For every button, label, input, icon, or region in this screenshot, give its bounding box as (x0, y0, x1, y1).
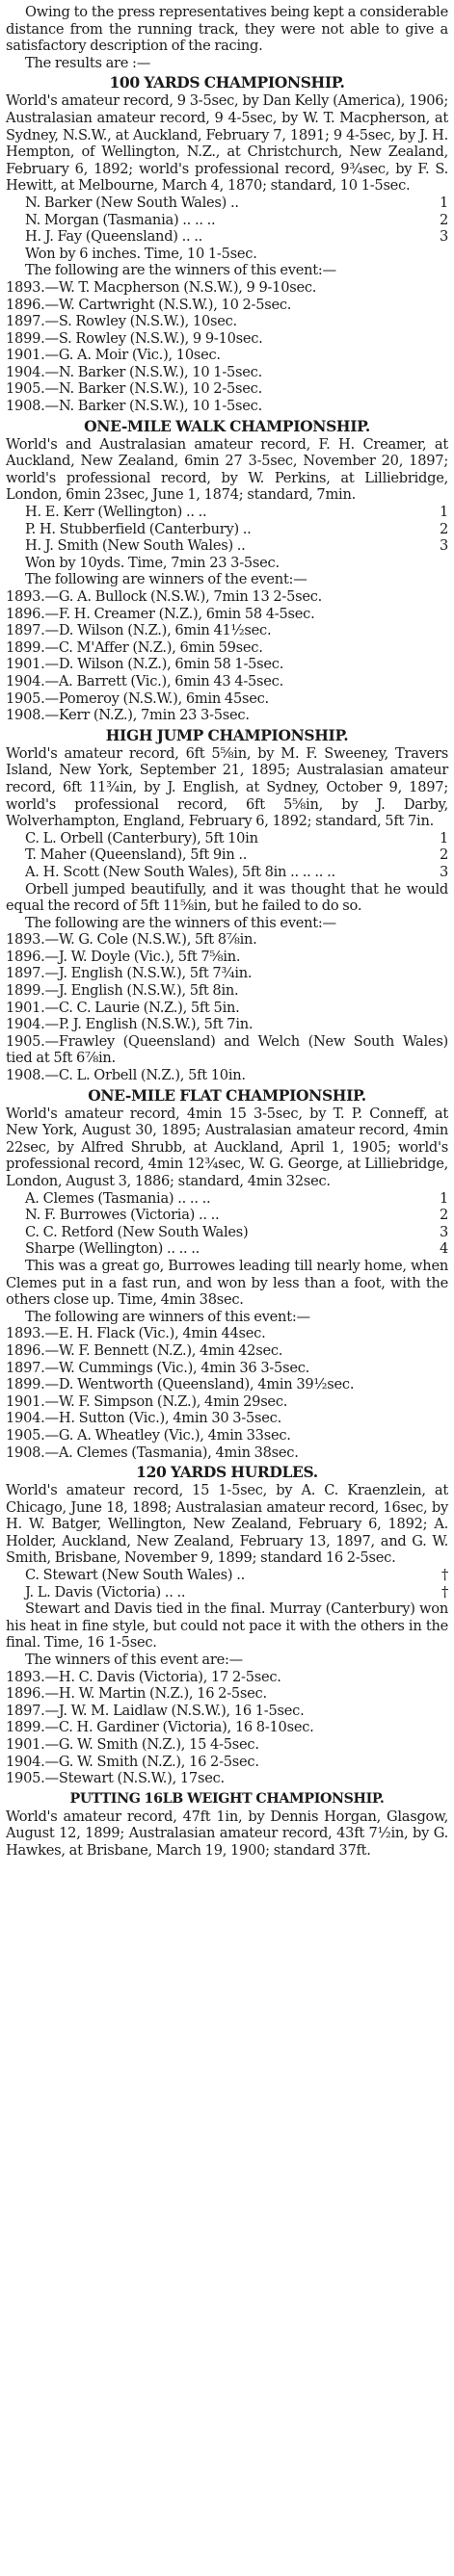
placing-row (6, 1240, 448, 1258)
winner-row: 1899.—C. M'Affer (N.Z.), 6min 59sec. (6, 638, 263, 656)
placing-name: H. J. Smith (New South Wales) .. (25, 537, 246, 555)
winner-row: 1908.—N. Barker (N.S.W.), 10 1-5sec. (6, 398, 262, 415)
placing-number: 3 (439, 537, 448, 555)
placing-number: 2 (439, 520, 448, 537)
placing-name: N. Morgan (Tasmania) .. .. .. (25, 211, 216, 228)
placing-name: Sharpe (Wellington) .. .. .. (25, 1240, 200, 1258)
event-note: The following are the winners of this event:— (25, 262, 336, 279)
winner-row: 1905.—Frawley (Queensland) and Welch (New South Wales) tied at 5ft 6⅞in. (6, 1032, 448, 1067)
placing-name: H. J. Fay (Queensland) .. .. (25, 228, 203, 246)
placing-number: † (441, 1583, 448, 1600)
event-putting-weight (6, 1790, 448, 1860)
winners-list (6, 931, 448, 1083)
placing-row (6, 1207, 448, 1224)
winner-row: 1908.—Kerr (N.Z.), 7min 23 3-5sec. (6, 707, 250, 724)
placings-list (6, 1567, 448, 1600)
placing-number: 4 (439, 1240, 448, 1258)
placing-name: N. Barker (New South Wales) .. (25, 194, 239, 211)
event-record: World's and Australasian amateur record, F. H. Creamer, at Auckland, New Zealand, 6min 27 3-5sec, November 20, 1897; world's professional record, by W. Perkins, at Lilliebridge, London, 6min 23sec, June 1, 1874; standard, 7min. (6, 435, 448, 504)
winner-row: 1905.—G. A. Wheatley (Vic.), 4min 33sec. (6, 1426, 291, 1444)
winner-row: 1901.—G. A. Moir (Vic.), 10sec. (6, 347, 221, 364)
winner-row: 1904.—G. W. Smith (N.Z.), 16 2-5sec. (6, 1753, 259, 1770)
event-note: The following are the winners of this event:— (25, 914, 336, 931)
placing-row (6, 504, 448, 521)
event-note: Stewart and Davis tied in the final. Murray (Canterbury) won his heat in fine style, but could not pace it with the others in the final. Time, 16 1-5sec. (6, 1600, 448, 1652)
placing-name: H. E. Kerr (Wellington) .. .. (25, 504, 207, 521)
winner-row: 1897.—S. Rowley (N.S.W.), 10sec. (6, 313, 237, 330)
placing-row (6, 1224, 448, 1241)
event-one-mile-walk (6, 418, 448, 724)
winner-row: 1904.—P. J. English (N.S.W.), 5ft 7in. (6, 1016, 254, 1033)
winner-row: 1901.—C. C. Laurie (N.Z.), 5ft 5in. (6, 999, 240, 1016)
event-title: ONE-MILE WALK CHAMPIONSHIP. (84, 416, 370, 435)
winner-row: 1905.—Stewart (N.S.W.), 17sec. (6, 1770, 225, 1787)
placing-row (6, 228, 448, 246)
winner-row: 1893.—E. H. Flack (Vic.), 4min 44sec. (6, 1325, 266, 1342)
placing-row (6, 830, 448, 847)
intro-paragraph: Owing to the press representatives being kept a considerable distance from the running track, they were not able to give a satisfactory description of the racing. (6, 4, 448, 55)
placing-number: 3 (439, 863, 448, 880)
placing-name: A. H. Scott (New South Wales), 5ft 8in .. .. .. .. (25, 863, 335, 880)
winner-row: 1893.—H. C. Davis (Victoria), 17 2-5sec. (6, 1668, 281, 1685)
placing-name: P. H. Stubberfield (Canterbury) .. (25, 520, 252, 537)
winner-row: 1896.—J. W. Doyle (Vic.), 5ft 7⅝in. (6, 948, 241, 965)
event-note: The following are winners of this event:— (25, 1308, 310, 1325)
event-one-mile-flat (6, 1087, 448, 1461)
placing-number: 1 (439, 504, 448, 521)
placing-row (6, 195, 448, 212)
placing-number: 3 (439, 1223, 448, 1240)
winner-row: 1899.—D. Wentworth (Queensland), 4min 39½sec. (6, 1376, 355, 1393)
placing-name: J. L. Davis (Victoria) .. .. (25, 1583, 186, 1600)
winner-row: 1899.—S. Rowley (N.S.W.), 9 9-10sec. (6, 329, 263, 347)
placing-number: 2 (439, 846, 448, 864)
winner-row: 1905.—N. Barker (N.S.W.), 10 2-5sec. (6, 380, 262, 398)
placing-row (6, 1584, 448, 1601)
winner-row: 1896.—W. F. Bennett (N.Z.), 4min 42sec. (6, 1341, 283, 1359)
event-120-yards-hurdles (6, 1464, 448, 1787)
event-note: This was a great go, Burrowes leading till nearly home, when Clemes put in a fast run, and won by less than a foot, with the others close up. Time, 4min 38sec. (6, 1257, 448, 1309)
winner-row: 1893.—W. T. Macpherson (N.S.W.), 9 9-10sec. (6, 278, 317, 296)
placing-number: 1 (439, 194, 448, 211)
placing-name: C. L. Orbell (Canterbury), 5ft 10in (25, 829, 258, 846)
event-note: The winners of this event are:— (25, 1652, 243, 1669)
event-title: 120 YARDS HURDLES. (136, 1463, 318, 1482)
winners-list (6, 1669, 448, 1787)
placing-row (6, 1567, 448, 1584)
winner-row: 1908.—A. Clemes (Tasmania), 4min 38sec. (6, 1444, 299, 1461)
placing-row (6, 1190, 448, 1208)
event-high-jump (6, 727, 448, 1084)
placing-row (6, 846, 448, 864)
winner-row: 1904.—A. Barrett (Vic.), 6min 43 4-5sec. (6, 672, 283, 690)
winner-row: 1904.—H. Sutton (Vic.), 4min 30 3-5sec. (6, 1410, 281, 1427)
placing-name: T. Maher (Queensland), 5ft 9in .. (25, 846, 248, 864)
winners-list (6, 1325, 448, 1461)
event-title: HIGH JUMP CHAMPIONSHIP. (105, 725, 349, 744)
event-record: World's amateur record, 9 3-5sec, by Dan Kelly (America), 1906; Australasian amateur record, 9 4-5sec, by W. T. Macpherson, at Sydney, N.S.W., at Auckland, February 7, 1891; 9 4-5sec, by J. H. Hempton, of Wellington, N.Z., at Christchurch, New Zealand, February 6, 1892; world's professional record, 9¾sec, by F. S. Hewitt, at Melbourne, March 4, 1870; standard, 10 1-5sec. (6, 92, 448, 195)
placings-list (6, 195, 448, 246)
winner-row: 1893.—W. G. Cole (N.S.W.), 5ft 8⅞in. (6, 931, 257, 949)
event-title: 100 YARDS CHAMPIONSHIP. (109, 73, 345, 92)
event-record: World's amateur record, 6ft 5⅝in, by M. F. Sweeney, Travers Island, New York, September 21, 1895; Australasian amateur record, 6ft 11¾in, by J. English, at Sydney, October 9, 1897; world's professional record, 6ft 5⅝in, by J. Darby, Wolverhampton, England, February 6, 1892; standard, 5ft 7in. (6, 744, 448, 830)
winner-row: 1897.—W. Cummings (Vic.), 4min 36 3-5sec. (6, 1359, 310, 1376)
winner-row: 1904.—N. Barker (N.S.W.), 10 1-5sec. (6, 363, 262, 380)
placings-list (6, 1190, 448, 1258)
placing-name: N. F. Burrowes (Victoria) .. .. (25, 1207, 220, 1224)
winners-list (6, 279, 448, 415)
winner-row: 1901.—W. F. Simpson (N.Z.), 4min 29sec. (6, 1392, 288, 1410)
event-note: Orbell jumped beautifully, and it was thought that he would equal the record of 5ft 11⅝in, but he failed to do so. (6, 880, 448, 915)
event-record: World's amateur record, 15 1-5sec, by A. C. Kraenzlein, at Chicago, June 18, 1898; Australasian amateur record, 16sec, by H. W. Batger, Wellington, New Zealand, February 6, 1892; A. Holder, Auckland, New Zealand, February 13, 1897, and G. W. Smith, Brisbane, November 9, 1899; standard 16 2-5sec. (6, 1482, 448, 1567)
event-100-yards (6, 74, 448, 414)
event-title: ONE-MILE FLAT CHAMPIONSHIP. (88, 1085, 366, 1105)
winner-row: 1908.—C. L. Orbell (N.Z.), 5ft 10in. (6, 1067, 246, 1084)
placing-row (6, 537, 448, 555)
event-record: World's amateur record, 47ft 1in, by Dennis Horgan, Glasgow, August 12, 1899; Australasian amateur record, 43ft 7½in, by G. Hawkes, at Brisbane, March 19, 1900; standard 37ft. (6, 1808, 448, 1859)
winner-row: 1899.—J. English (N.S.W.), 5ft 8in. (6, 982, 239, 1000)
placing-number: 3 (439, 228, 448, 246)
winner-row: 1899.—C. H. Gardiner (Victoria), 16 8-10sec. (6, 1719, 314, 1736)
event-note: The following are winners of the event:— (25, 571, 307, 588)
winner-row: 1897.—D. Wilson (N.Z.), 6min 41½sec. (6, 622, 272, 639)
winner-row: 1901.—D. Wilson (N.Z.), 6min 58 1-5sec. (6, 656, 284, 673)
winner-row: 1901.—G. W. Smith (N.Z.), 15 4-5sec. (6, 1736, 259, 1753)
intro-results-line: The results are :— (25, 54, 151, 71)
winner-row: 1896.—W. Cartwright (N.S.W.), 10 2-5sec. (6, 296, 292, 313)
event-title: PUTTING 16LB WEIGHT CHAMPIONSHIP. (69, 1790, 385, 1807)
placing-row (6, 864, 448, 881)
event-note: Won by 10yds. Time, 7min 23 3-5sec. (25, 554, 280, 571)
event-note: Won by 6 inches. Time, 10 1-5sec. (25, 245, 257, 262)
placings-list (6, 830, 448, 881)
placing-number: 2 (439, 211, 448, 228)
winner-row: 1905.—Pomeroy (N.S.W.), 6min 45sec. (6, 690, 269, 707)
placing-name: A. Clemes (Tasmania) .. .. .. (25, 1189, 211, 1207)
placing-row (6, 521, 448, 538)
placing-number: 1 (439, 1189, 448, 1207)
event-record: World's amateur record, 4min 15 3-5sec, by T. P. Conneff, at New York, August 30, 1895; Australasian amateur record, 4min 22sec, by Alfred Shrubb, at Auckland, April 1, 1905; world's professional record, 4min 12¾sec, W. G. George, at Lilliebridge, London, August 3, 1886; standard, 4min 32sec. (6, 1105, 448, 1189)
placing-number: 2 (439, 1207, 448, 1224)
intro (6, 4, 448, 71)
placings-list (6, 504, 448, 555)
placing-name: C. C. Retford (New South Wales) (25, 1223, 249, 1240)
placing-number: † (441, 1567, 448, 1584)
winner-row: 1896.—F. H. Creamer (N.Z.), 6min 58 4-5sec. (6, 605, 315, 622)
winner-row: 1896.—H. W. Martin (N.Z.), 16 2-5sec. (6, 1685, 267, 1703)
placing-row (6, 212, 448, 229)
placing-name: C. Stewart (New South Wales) .. (25, 1567, 245, 1584)
winner-row: 1893.—G. A. Bullock (N.S.W.), 7min 13 2-5sec. (6, 588, 323, 605)
placing-number: 1 (439, 829, 448, 846)
winner-row: 1897.—J. W. M. Laidlaw (N.S.W.), 16 1-5sec. (6, 1702, 305, 1719)
winner-row: 1897.—J. English (N.S.W.), 5ft 7¾in. (6, 965, 253, 982)
winners-list (6, 588, 448, 724)
